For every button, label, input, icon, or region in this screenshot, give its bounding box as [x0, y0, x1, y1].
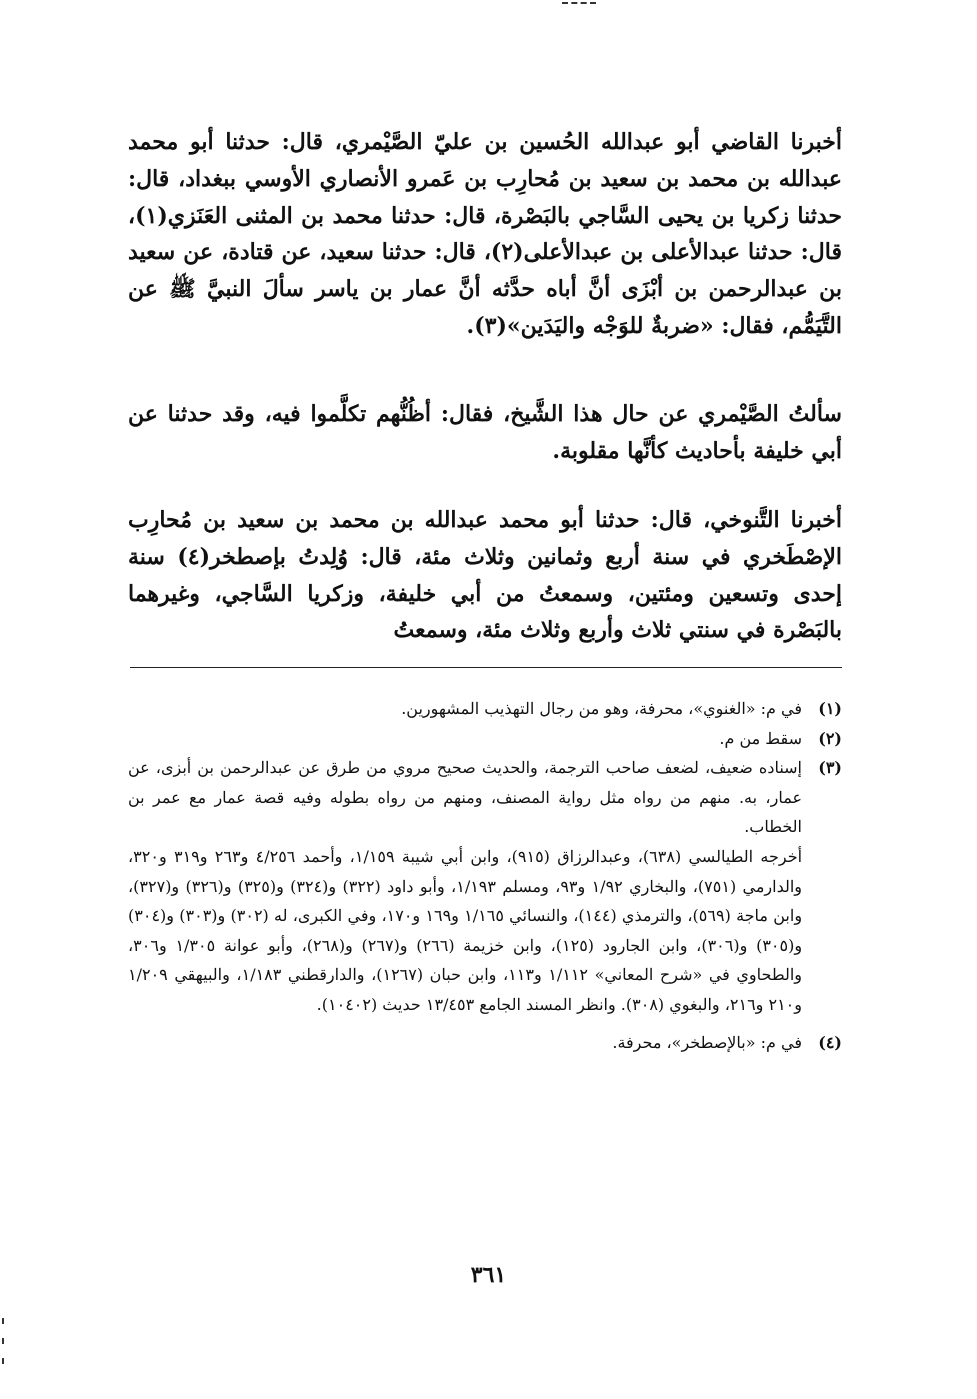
- scan-mark-tick: [2, 1338, 4, 1344]
- footnotes-section: [128, 694, 842, 1057]
- footnote-text: في م: «الغنوي»، محرفة، وهو من رجال التهذيب المشهورين.: [401, 699, 802, 718]
- main-paragraph-2: سألتُ الصَّيْمري عن حال هذا الشَّيخ، فقال: أظُنُّهم تكلَّموا فيه، وقد حدثنا عن أبي خليفة بأحاديث كأنَّها مقلوبة.: [128, 401, 842, 464]
- footnote-2: [128, 724, 842, 754]
- footnote-text: سقط من م.: [719, 728, 802, 748]
- footnote-number: (٢): [818, 728, 842, 748]
- footnote-body: [128, 1028, 802, 1058]
- footnote-body: [128, 724, 802, 754]
- scan-mark-tick: [2, 1318, 4, 1324]
- scan-mark-tick: [2, 1358, 4, 1364]
- footnote-1: [128, 694, 842, 724]
- footnote-divider: [130, 667, 842, 668]
- footnote-body: [128, 753, 802, 1019]
- main-paragraph-3: أخبرنا التَّنوخي، قال: حدثنا أبو محمد عبدالله بن محمد بن سعيد بن مُحارِب الإصْطَخري في سنة أربع وثمانين وثلاث مئة، قال: وُلِدتُ بإصطخر(٤) سنة إحدى وتسعين ومئتين، وسمعتُ من أبي خليفة، وزكريا السَّاجي، وغيرهما بالبَصْرة في سنتي ثلاث وأربع وثلاث مئة، وسمعتُ: [128, 507, 842, 644]
- scan-mark-side: [2, 1318, 8, 1378]
- footnote-4: [128, 1028, 842, 1058]
- footnote-text: إسناده ضعيف، لضعف صاحب الترجمة، والحديث صحيح مروي من طرق عن عبدالرحمن بن أبزى، عن عمار، به. منهم من رواه مثل رواية المصنف، ومنهم من رواه بطوله وفيه قصة عمار مع عمر بن الخطاب.: [128, 758, 802, 837]
- footnote-number: (١): [818, 699, 842, 718]
- main-paragraph-1: أخبرنا القاضي أبو عبدالله الحُسين بن عليّ الصَّيْمري، قال: حدثنا أبو محمد عبدالله بن محمد بن سعيد بن مُحارِب بن عَمرو الأنصاري الأوسي ببغداد، قال: حدثنا زكريا بن يحيى السَّاجي بالبَصْرة، قال: حدثنا محمد بن المثنى العَنَزي(١)، قال: حدثنا عبدالأعلى بن عبدالأعلى(٢)، قال: حدثنا سعيد، عن قتادة، عن سعيد بن عبدالرحمن بن أبْزَى أنَّ أباه حدَّثه أنَّ عمار بن ياسر سألَ النبيَّ ﷺ عن التَّيَمُّم، فقال: «ضربةٌ للوَجْه واليَدَين»(٣).: [128, 129, 842, 339]
- page-number: ٣٦١: [470, 1262, 507, 1288]
- footnote-number: (٤): [818, 1032, 842, 1052]
- footnote-text: في م: «بالإصطخر»، محرفة.: [612, 1032, 802, 1052]
- footnote-body: [128, 694, 802, 724]
- scan-mark-top: [562, 2, 596, 8]
- footnote-number: (٣): [818, 758, 842, 778]
- footnote-3: [128, 753, 842, 1019]
- footnote-text: أخرجه الطيالسي (٦٣٨)، وعبدالرزاق (٩١٥)، وابن أبي شيبة ١/١٥٩، وأحمد ٤/٢٥٦ و٢٦٣ و٣١٩ و٣٢٠، والدارمي (٧٥١)، والبخاري ١/٩٢ و٩٣، ومسلم ١/١٩٣، وأبو داود (٣٢٢) و(٣٢٤) و(٣٢٥) و(٣٢٦) و(٣٢٧)، وابن ماجة (٥٦٩)، والترمذي (١٤٤)، والنسائي ١/١٦٥ و١٦٩ و١٧٠، وفي الكبرى، له (٣٠٢) و(٣٠٣) و(٣٠٤) و(٣٠٥) و(٣٠٦)، وابن الجارود (١٢٥)، وابن خزيمة (٢٦٦) و(٢٦٧) و(٢٦٨)، وأبو عوانة ١/٣٠٥ و٣٠٦، والطحاوي في «شرح المعاني» ١/١١٢ و١١٣، وابن حبان (١٢٦٧)، والدارقطني ١/١٨٣، والبيهقي ١/٢٠٩ و٢١٠ و٢١٦، والبغوي (٣٠٨). وانظر المسند الجامع ١٣/٤٥٣ حديث (١٠٤٠٢).: [128, 846, 803, 1014]
